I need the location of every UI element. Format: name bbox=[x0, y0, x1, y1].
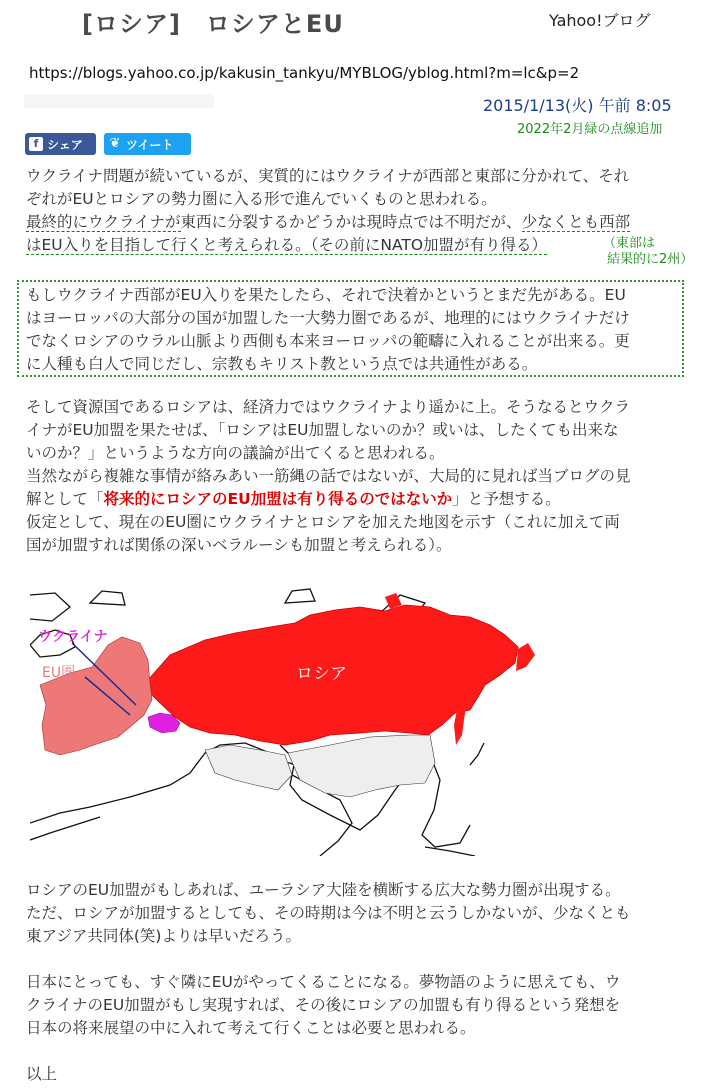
twitter-tweet-button[interactable] bbox=[104, 133, 191, 155]
text-line: はヨーロッパの大部分の国が加盟した一大勢力圏であるが、地理的にはウクライナだけ bbox=[26, 309, 630, 327]
text-line: でなくロシアのウラル山脈より西側も本来ヨーロッパの範疇に入れることが出来る。更 bbox=[26, 332, 630, 350]
ukraine-label: ウクライナ bbox=[38, 629, 108, 645]
twitter-tweet-label: ツイート bbox=[126, 137, 174, 152]
paragraph-boxed bbox=[26, 284, 686, 376]
paragraph-japan bbox=[26, 971, 686, 1040]
text-line: ぞれがEUとロシアの勢力圏に入る形で進んでいくものと思われる。 bbox=[26, 190, 497, 208]
text-line: ロシアのEU加盟がもしあれば、ユーラシア大陸を横断する広大な勢力圏が出現する。 bbox=[26, 881, 621, 899]
text-line bbox=[26, 488, 686, 511]
text-span: 解として「 bbox=[26, 490, 104, 508]
dashed-underline-green: はEU入りを目指して行くと考えられる。（その前にNATO加盟が有り得る） bbox=[26, 236, 548, 254]
map-svg bbox=[30, 585, 679, 856]
dashed-underline-green: 少なくとも西部 bbox=[521, 213, 631, 231]
eurasia-map bbox=[30, 585, 679, 856]
text-line: 日本の将来展望の中に入れて考えて行くことは必要と思われる。 bbox=[26, 1019, 476, 1037]
east-note-line1: （東部は bbox=[603, 236, 656, 251]
east-note-line2: 結果的に2州） bbox=[607, 252, 694, 267]
text-line: クライナのEU加盟がもし実現すれば、その後にロシアの加盟も有り得るという発想を bbox=[26, 996, 621, 1014]
page-url[interactable]: https://blogs.yahoo.co.jp/kakusin_tankyu/MYBLOG/yblog.html?m=lc&p=2 bbox=[29, 64, 580, 82]
text-line: 国が加盟すれば関係の深いベラルーシも加盟と考えられる）。 bbox=[26, 536, 452, 554]
site-name[interactable]: Yahoo!ブログ bbox=[549, 11, 651, 30]
page-title: [ロシア] ロシアとEU bbox=[82, 10, 344, 38]
text-line bbox=[26, 211, 686, 234]
edit-note: 2022年2月緑の点線追加 bbox=[517, 122, 663, 137]
russia-label: ロシア bbox=[296, 664, 347, 684]
paragraph-eurasia bbox=[26, 879, 686, 948]
closing-text bbox=[26, 1063, 686, 1086]
facebook-icon: f bbox=[29, 137, 43, 151]
text-line: 以上 bbox=[26, 1065, 58, 1083]
text-line: 当然ながら複雑な事情が絡みあい一筋縄の話ではないが、大局的に見れば当ブログの見 bbox=[26, 467, 631, 485]
highlight-red-text: 将来的にロシアのEU加盟は有り得るのではないか bbox=[103, 490, 453, 508]
twitter-bird-icon: ❦ bbox=[109, 136, 121, 151]
text-line: 仮定として、現在のEU圏にウクライナとロシアを加えた地図を示す（これに加えて両 bbox=[26, 513, 620, 531]
paragraph-resources bbox=[26, 396, 686, 557]
post-date: 2015/1/13(火) 午前 8:05 bbox=[483, 96, 672, 115]
east-note bbox=[603, 236, 693, 268]
paragraph-intro bbox=[26, 165, 686, 257]
facebook-share-label: シェア bbox=[47, 137, 83, 152]
text-span: 」と予想する。 bbox=[452, 490, 561, 508]
facebook-share-button[interactable] bbox=[25, 133, 96, 155]
text-line: ウクライナ問題が続いているが、実質的にはウクライナが西部と東部に分かれて、それ bbox=[26, 167, 630, 185]
eu-label: EU圏 bbox=[42, 665, 76, 681]
text-line bbox=[26, 234, 686, 257]
text-line: そして資源国であるロシアは、経済力ではウクライナより遥かに上。そうなるとウクラ bbox=[26, 398, 631, 416]
text-line: イナがEU加盟を果たせば、「ロシアはEU加盟しないのか？或いは、したくても出来な bbox=[26, 421, 619, 439]
dashed-underline-blue: 最終的にウクライナが bbox=[26, 213, 181, 231]
text-line: いのか？」というような方向の議論が出てくると思われる。 bbox=[26, 444, 445, 462]
text-line: 日本にとっても、すぐ隣にEUがやってくることになる。夢物語のように思えても、ウ bbox=[26, 973, 621, 991]
text-span: 東西に分裂するかどうかは現時点では不明だが、 bbox=[180, 213, 522, 231]
text-line: ただ、ロシアが加盟するとしても、その時期は今は不明と云うしかないが、少なくとも bbox=[26, 904, 631, 922]
header-divider bbox=[24, 94, 214, 108]
text-line: もしウクライナ西部がEU入りを果たしたら、それで決着かというとまだ先がある。EU bbox=[26, 286, 626, 304]
text-line: 東アジア共同体(笑)よりは早いだろう。 bbox=[26, 927, 301, 945]
text-line: に人種も白人で同じだし、宗教もキリスト教という点では共通性がある。 bbox=[26, 355, 538, 373]
